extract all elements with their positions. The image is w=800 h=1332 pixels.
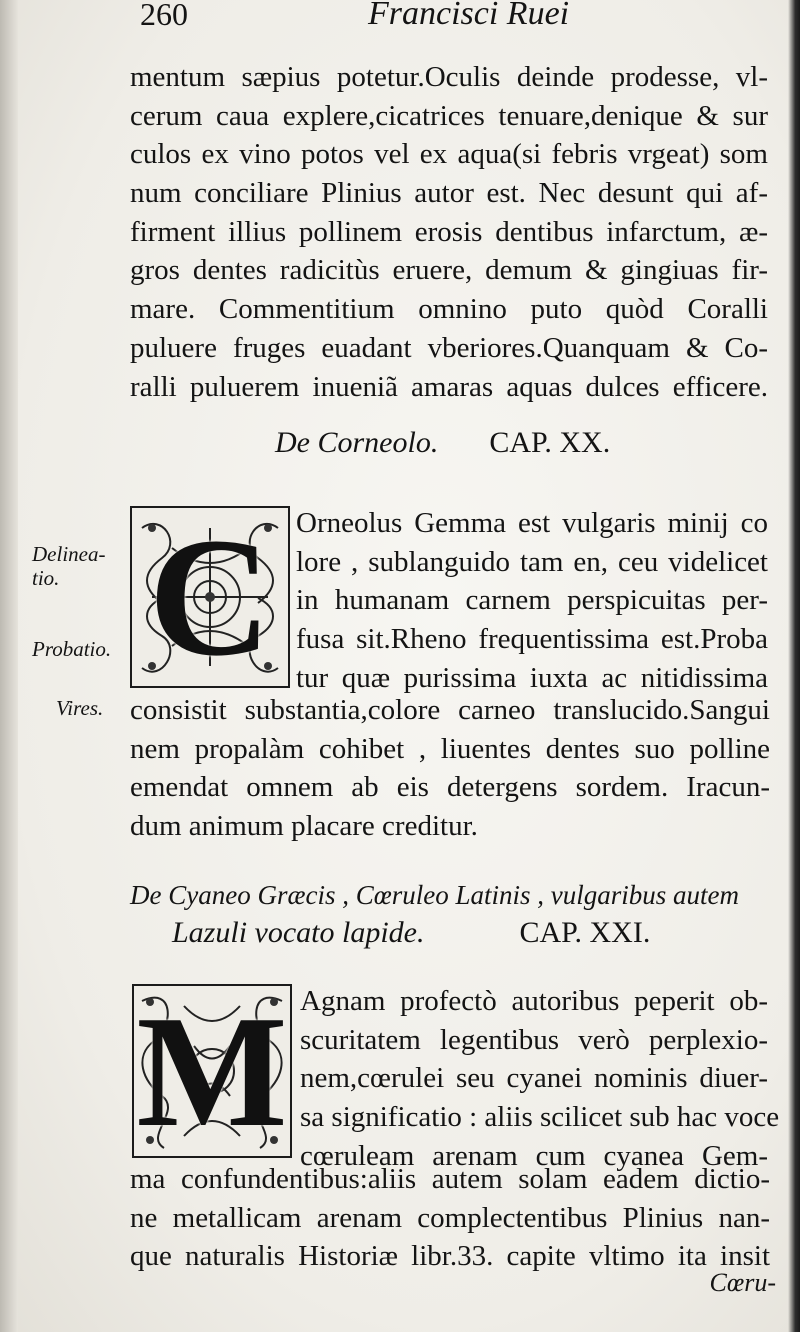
chapter-20-cap: CAP. XX. <box>489 426 611 459</box>
initial-letter: M <box>136 984 288 1158</box>
text-line: ma confundentibus:aliis autem solam eadem dictio- <box>130 1163 770 1195</box>
running-head <box>140 0 780 34</box>
page-number: 260 <box>140 0 188 32</box>
chapter-21-title-line1: De Cyaneo Græcis , Cœruleo Latinis , vulgaribus autem <box>130 880 739 910</box>
text-line: Agnam profectò autoribus peperit ob- <box>300 985 768 1017</box>
decorated-initial-m <box>132 984 292 1158</box>
text-line: sa significatio : aliis scilicet sub hac voce <box>300 1101 780 1134</box>
text-line: nem propalàm cohibet , liuentes dentes suo polline <box>130 732 770 765</box>
text-line: in humanam carnem perspicuitas per- <box>296 584 768 617</box>
top-paragraph <box>130 58 768 406</box>
text-line: consistit substantia,colore carneo translucido.Sangui <box>130 694 770 726</box>
text-line: tur quæ purissima iuxta ac nitidissima <box>296 661 768 694</box>
chapter-21-indented-text <box>300 982 780 1175</box>
margin-note-delineatio: Delinea- tio. <box>32 542 106 590</box>
text-line: nem,cœrulei seu cyanei nominis diuer- <box>300 1062 768 1095</box>
text-line: num conciliare Plinius autor est. Nec desunt qui af- <box>130 177 768 210</box>
chapter-21-title-line2: Lazuli vocato lapide. <box>172 916 425 949</box>
text-line: cerum caua explere,cicatrices tenuare,denique & sur <box>130 99 768 132</box>
margin-note-probatio: Probatio. <box>32 637 112 661</box>
text-line: mare. Commentitium omnino puto quòd Coralli <box>130 293 768 326</box>
text-line: Orneolus Gemma est vulgaris minij co <box>296 507 768 539</box>
text-line: cœruleam arenam cum cyanea Gem- <box>300 1139 768 1172</box>
text-line: puluere fruges euadant vberiores.Quanquam & Co- <box>130 331 768 364</box>
text-line: ralli puluerem inueniã amaras aquas dulces efficere. <box>130 370 768 403</box>
text-line: culos ex vino potos vel ex aqua(si febris vrgeat) som <box>130 138 768 171</box>
chapter-21-heading-line2 <box>172 914 650 952</box>
initial-letter: C <box>148 506 272 688</box>
text-line: gros dentes radicitùs eruere, demum & gingiuas fir- <box>130 254 768 287</box>
text-line: mentum sæpius potetur.Oculis deinde prodesse, vl- <box>130 61 768 93</box>
margin-note-vires: Vires. <box>56 696 104 720</box>
chapter-20-text <box>130 691 770 846</box>
chapter-20-indented-text <box>296 504 768 697</box>
page-edge-shadow <box>788 0 800 1332</box>
decorated-initial-c <box>130 506 290 688</box>
text-line: dum animum placare creditur. <box>130 810 478 843</box>
chapter-20-heading <box>275 424 610 462</box>
text-line: fusa sit.Rheno frequentissima est.Proba <box>296 623 768 656</box>
page-gutter-shadow <box>0 0 18 1332</box>
text-line: scuritatem legentibus verò perplexio- <box>300 1023 768 1056</box>
text-line: firment illius pollinem erosis dentibus infarctum, æ- <box>130 215 768 248</box>
chapter-21-text <box>130 1160 770 1276</box>
chapter-21-cap: CAP. XXI. <box>519 916 651 949</box>
catchword: Cœru- <box>709 1268 776 1297</box>
running-title: Francisci Ruei <box>368 0 570 32</box>
text-line: ne metallicam arenam complectentibus Plinius nan- <box>130 1201 770 1234</box>
text-line: emendat omnem ab eis detergens sordem. Iracun- <box>130 771 770 804</box>
chapter-20-title: De Corneolo. <box>275 426 439 459</box>
text-line: lore , sublanguido tam en, ceu videlicet <box>296 545 768 578</box>
chapter-21-heading-line1 <box>130 876 739 914</box>
text-line: que naturalis Historiæ libr.33. capite vltimo ita insit <box>130 1240 770 1273</box>
